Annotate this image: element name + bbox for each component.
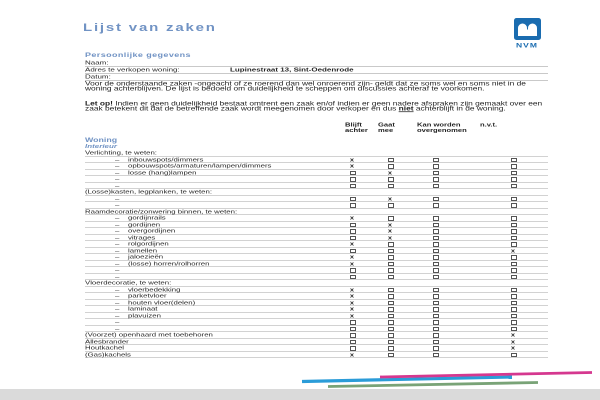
- checkbox-marked: x: [349, 162, 355, 169]
- checkbox-empty: [350, 184, 356, 189]
- checkbox-empty: [511, 197, 517, 202]
- row-label: inbouwspots/dimmers: [128, 155, 204, 163]
- checkbox-marked: x: [387, 168, 393, 176]
- checkbox-empty: [388, 164, 394, 169]
- checkbox-empty: [511, 320, 517, 325]
- checkbox-empty: [511, 177, 517, 182]
- row-label: overgordijnen: [128, 227, 176, 234]
- field-label: Datum:: [85, 73, 111, 80]
- page-title: Lijst van zaken: [83, 21, 217, 34]
- checkbox-empty: [388, 249, 394, 254]
- row-bullet: –: [115, 285, 120, 293]
- row-bullet: –: [115, 246, 120, 254]
- checkbox-empty: [388, 275, 394, 280]
- row-group-label: (Losse)kasten, legplanken, te weten:: [85, 188, 212, 195]
- checkbox-empty: [433, 288, 439, 293]
- row-label: houten vloer(delen): [128, 298, 196, 306]
- personal-heading: Persoonlijke gegevens: [85, 51, 191, 59]
- row-label: plavuizen: [128, 311, 161, 319]
- checkbox-empty: [350, 268, 356, 273]
- checkbox-empty: [433, 255, 439, 260]
- row-bullet: –: [115, 162, 120, 169]
- row-bullet: –: [115, 298, 120, 306]
- checkbox-empty: [511, 353, 517, 358]
- checkbox-empty: [511, 275, 517, 280]
- checkbox-empty: [350, 177, 356, 182]
- row-bullet: –: [115, 168, 120, 176]
- checkbox-empty: [511, 203, 517, 208]
- checkbox-empty: [388, 288, 394, 293]
- checkbox-empty: [388, 314, 394, 319]
- checkbox-empty: [433, 268, 439, 273]
- row-label: (Gas)kachels: [85, 350, 131, 358]
- row-bullet: –: [115, 214, 120, 221]
- checkbox-empty: [350, 223, 356, 228]
- row-label: gordijnen: [128, 220, 161, 228]
- brand-stripe-green: [328, 383, 538, 387]
- checkbox-marked: x: [349, 214, 355, 221]
- checkbox-empty: [511, 171, 517, 176]
- checkbox-marked: x: [349, 311, 355, 319]
- checkbox-empty: [350, 229, 356, 234]
- row-bullet: –: [115, 311, 120, 319]
- checkbox-empty: [433, 184, 439, 189]
- checkbox-empty: [350, 333, 356, 338]
- checkbox-empty: [388, 307, 394, 312]
- checkbox-empty: [433, 158, 439, 163]
- checkbox-empty: [433, 262, 439, 267]
- checkbox-empty: [388, 294, 394, 299]
- row-bullet: –: [115, 175, 120, 182]
- checkbox-empty: [511, 314, 517, 319]
- row-label: gordijnrails: [128, 214, 166, 221]
- checkbox-empty: [350, 346, 356, 351]
- checkbox-empty: [433, 320, 439, 325]
- checkbox-empty: [433, 229, 439, 234]
- row-label: vitrages: [128, 233, 156, 241]
- checkbox-empty: [388, 327, 394, 332]
- checkbox-empty: [433, 346, 439, 351]
- checkbox-empty: [511, 301, 517, 306]
- section-subtitle: Interieur: [85, 143, 118, 150]
- checkbox-empty: [388, 242, 394, 247]
- checkbox-empty: [433, 327, 439, 332]
- row-label: vloerbedekking: [128, 285, 181, 293]
- checkbox-empty: [511, 216, 517, 221]
- checkbox-marked: x: [349, 292, 355, 299]
- checkbox-marked: x: [510, 246, 516, 254]
- checkbox-marked: x: [510, 331, 516, 338]
- nvm-logo: [512, 18, 542, 51]
- warning-text: achterblijft in de woning.: [413, 104, 506, 113]
- checkbox-empty: [388, 255, 394, 260]
- checkbox-empty: [388, 301, 394, 306]
- row-label: Allesbrander: [85, 337, 129, 345]
- checkbox-empty: [388, 268, 394, 273]
- row-bullet: –: [115, 240, 120, 247]
- row-bullet: –: [115, 181, 120, 189]
- checkbox-empty: [350, 171, 356, 176]
- checkbox-empty: [388, 320, 394, 325]
- row-group-label: Vloerdecoratie, te weten:: [85, 279, 172, 286]
- row-label: (losse) horren/rolhorren: [128, 259, 210, 267]
- checkbox-empty: [511, 229, 517, 234]
- checkbox-empty: [433, 340, 439, 345]
- row-bullet: –: [115, 259, 120, 267]
- row-group-label: Verlichting, te weten:: [85, 149, 157, 156]
- checkbox-empty: [511, 268, 517, 273]
- brand-stripes: [280, 365, 600, 397]
- nvm-logo-icon: [514, 18, 541, 40]
- checkbox-empty: [350, 275, 356, 280]
- checkbox-empty: [433, 333, 439, 338]
- checkbox-empty: [511, 288, 517, 293]
- checkbox-empty: [511, 184, 517, 189]
- checkbox-empty: [433, 301, 439, 306]
- checkbox-marked: x: [349, 155, 355, 163]
- row-bullet: –: [115, 318, 120, 325]
- warning-emphasis: niet: [398, 104, 414, 113]
- checkbox-empty: [433, 216, 439, 221]
- checkbox-empty: [388, 177, 394, 182]
- checkbox-empty: [433, 314, 439, 319]
- checkbox-marked: x: [349, 298, 355, 306]
- row-group-label: Raamdecoratie/zonwering binnen, te weten:: [85, 207, 238, 215]
- warning-paragraph: [85, 101, 551, 112]
- row-label: losse (hang)lampen: [128, 168, 197, 176]
- checkbox-empty: [433, 197, 439, 202]
- row-label: jaloezieën: [128, 253, 164, 260]
- row-label: lamellen: [128, 246, 158, 254]
- checkbox-marked: x: [387, 227, 393, 234]
- warning-label: Let op!: [85, 99, 113, 107]
- checkbox-marked: x: [349, 305, 355, 312]
- checkbox-empty: [433, 177, 439, 182]
- checkbox-empty: [511, 223, 517, 228]
- row-label: Houtkachel: [85, 344, 125, 351]
- row-label: laminaat: [128, 305, 158, 312]
- checkbox-empty: [433, 171, 439, 176]
- checkbox-empty: [388, 346, 394, 351]
- field-value: Lupinestraat 13, Sint-Oedenrode: [230, 66, 354, 73]
- row-label: rolgordijnen: [128, 240, 169, 247]
- checkbox-empty: [388, 262, 394, 267]
- checkbox-empty: [433, 353, 439, 358]
- checkbox-empty: [433, 307, 439, 312]
- checkbox-empty: [388, 216, 394, 221]
- row-bullet: –: [115, 253, 120, 260]
- checkbox-empty: [511, 242, 517, 247]
- row-bullet: –: [115, 272, 120, 280]
- row-bullet: –: [115, 227, 120, 234]
- column-header-nvt: n.v.t.: [480, 121, 498, 128]
- checkbox-empty: [350, 197, 356, 202]
- row-label: parketvloer: [128, 292, 167, 299]
- intro-paragraph: Voor de onderstaande zaken -ongeacht of ze roerend dan wel onroerend zijn- geldt dat ze soms wel en soms niet in de woning achterblijven. De lijst is bedoeld om duidelijkheid te scheppen om discussies achteraf te voorkomen.: [85, 79, 526, 93]
- row-bullet: –: [115, 201, 120, 208]
- checkbox-empty: [350, 203, 356, 208]
- checkbox-marked: x: [387, 194, 393, 202]
- checkbox-marked: x: [510, 337, 516, 345]
- column-header-blijft-achter: Blijft achter: [345, 121, 368, 134]
- checkbox-empty: [433, 242, 439, 247]
- checkbox-empty: [433, 236, 439, 241]
- checkbox-marked: x: [349, 240, 355, 247]
- checkbox-empty: [511, 255, 517, 260]
- items-table: [85, 150, 548, 358]
- checkbox-empty: [350, 327, 356, 332]
- warning-text: Indien er geen duidelijkheid bestaat omtrent een zaak en/of indien er geen nadere afspraken zijn gemaakt over een zaak betekent dit dat de betreffende zaak wordt meegenomen door verkoper en dus: [85, 99, 543, 113]
- checkbox-empty: [388, 184, 394, 189]
- checkbox-marked: x: [349, 350, 355, 358]
- row-bullet: –: [115, 233, 120, 241]
- row-bullet: –: [115, 194, 120, 202]
- checkbox-empty: [511, 307, 517, 312]
- checkbox-empty: [388, 353, 394, 358]
- row-label: opbouwspots/armaturen/lampen/dimmers: [128, 162, 272, 169]
- checkbox-empty: [511, 262, 517, 267]
- column-header-kan-worden-overgenomen: Kan worden overgenomen: [417, 121, 467, 134]
- checkbox-empty: [388, 158, 394, 163]
- checkbox-empty: [511, 236, 517, 241]
- checkbox-empty: [388, 203, 394, 208]
- column-header-gaat-mee: Gaat mee: [378, 121, 395, 134]
- checkbox-marked: x: [349, 259, 355, 267]
- checkbox-empty: [350, 320, 356, 325]
- field-label: Adres te verkopen woning:: [85, 66, 180, 73]
- checkbox-empty: [388, 333, 394, 338]
- checkbox-empty: [433, 203, 439, 208]
- checkbox-empty: [388, 340, 394, 345]
- row-bullet: –: [115, 292, 120, 299]
- checkbox-marked: x: [510, 344, 516, 351]
- row-label: (Voorzet) openhaard met toebehoren: [85, 331, 213, 338]
- row-bullet: –: [115, 266, 120, 273]
- row-bullet: –: [115, 220, 120, 228]
- checkbox-empty: [433, 249, 439, 254]
- row-bullet: –: [115, 324, 120, 332]
- checkbox-empty: [511, 158, 517, 163]
- field-label: Naam:: [85, 59, 109, 66]
- checkbox-marked: x: [387, 220, 393, 228]
- checkbox-empty: [350, 340, 356, 345]
- row-bullet: –: [115, 155, 120, 163]
- checkbox-marked: x: [387, 233, 393, 241]
- nvm-logo-text: NVM: [516, 41, 538, 49]
- checkbox-marked: x: [349, 253, 355, 260]
- checkbox-empty: [511, 294, 517, 299]
- checkbox-empty: [433, 223, 439, 228]
- checkbox-marked: x: [349, 285, 355, 293]
- checkbox-empty: [433, 275, 439, 280]
- row-bullet: –: [115, 305, 120, 312]
- checkbox-empty: [433, 164, 439, 169]
- section-title: Woning: [85, 136, 118, 144]
- checkbox-empty: [433, 294, 439, 299]
- table-row: [85, 352, 548, 359]
- checkbox-empty: [511, 164, 517, 169]
